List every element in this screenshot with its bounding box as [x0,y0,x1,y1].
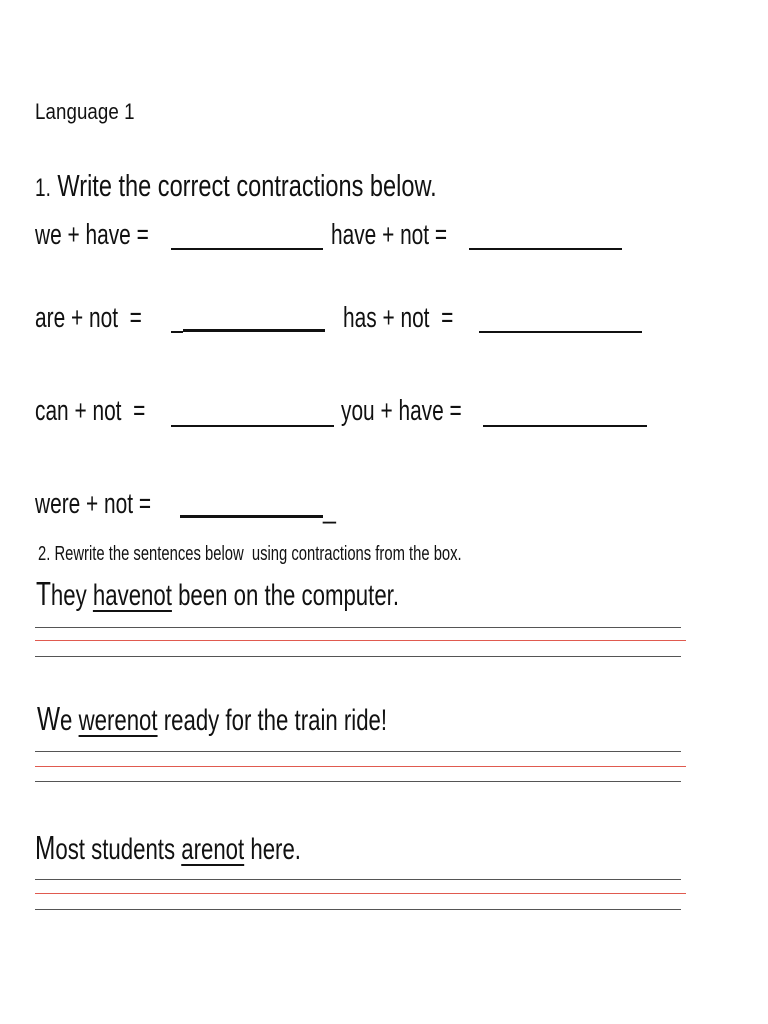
writing-line-bottom[interactable] [35,909,681,910]
sentence-first-letter: M [35,829,56,866]
sentence-text-before: e [60,704,79,737]
answer-blank-are-not[interactable] [183,329,325,332]
writing-line-bottom[interactable] [35,781,681,782]
contraction-item-you-have [341,395,509,428]
contraction-item-can-not [35,395,188,428]
sentence-text-after: ready for the train ride! [157,704,388,737]
sentence-underlined-words: werenot [78,704,158,737]
answer-blank-were-not[interactable] [180,515,323,518]
writing-line-top [35,751,681,752]
contraction-item-label: have + not = [331,219,448,251]
contraction-item-label: can + not = [35,395,146,427]
contraction-item-label: were + not = [35,488,152,520]
worksheet-title [35,99,152,125]
contraction-item-are-not [35,302,183,335]
sentence-text-before: hey [50,579,93,612]
question-1-instruction [35,168,564,204]
question-2-instruction-text: 2. Rewrite the sentences below using contractions from the box. [38,543,462,565]
sentence-underlined-words: havenot [92,579,172,612]
contraction-item-we-have [35,219,193,252]
question-1-number: 1. [35,174,51,202]
question-1-instruction-text: rite the correct contractions below. [79,168,437,203]
answer-blank-have-not[interactable] [469,248,622,250]
sentence-underlined-words: arenot [181,833,245,866]
answer-blank-has-not[interactable] [479,331,642,333]
answer-blank-you-have[interactable] [483,425,647,427]
trailing-underscore-text: _ [323,493,336,525]
question-1-first-letter: W [57,168,80,203]
contraction-item-were-not [35,488,196,521]
writing-line-top [35,627,681,628]
contraction-item-has-not [343,302,496,335]
sentence-1 [36,575,527,613]
contraction-item-label: you + have = [341,395,462,427]
trailing-underscore [323,493,339,526]
question-2-instruction [38,543,611,566]
sentence-text-after: been on the computer. [171,579,400,612]
writing-line-middle [35,640,686,641]
sentence-3 [35,829,394,867]
sentence-first-letter: W [37,700,61,737]
sentence-first-letter: T [36,575,51,612]
answer-blank-are-not-lead [171,331,183,333]
contraction-item-label: has + not = [343,302,454,334]
answer-blank-can-not[interactable] [171,425,334,427]
sentence-text-after: here. [244,833,301,866]
contraction-item-label: are + not = [35,302,142,334]
answer-blank-we-have[interactable] [171,248,323,250]
worksheet-title-text: Language 1 [35,99,135,124]
sentence-text-before: ost students [55,833,182,866]
writing-line-bottom[interactable] [35,656,681,657]
writing-line-middle [35,766,686,767]
sentence-2 [37,700,510,738]
writing-line-middle [35,893,686,894]
writing-line-top [35,879,681,880]
contraction-item-label: we + have = [35,219,149,251]
